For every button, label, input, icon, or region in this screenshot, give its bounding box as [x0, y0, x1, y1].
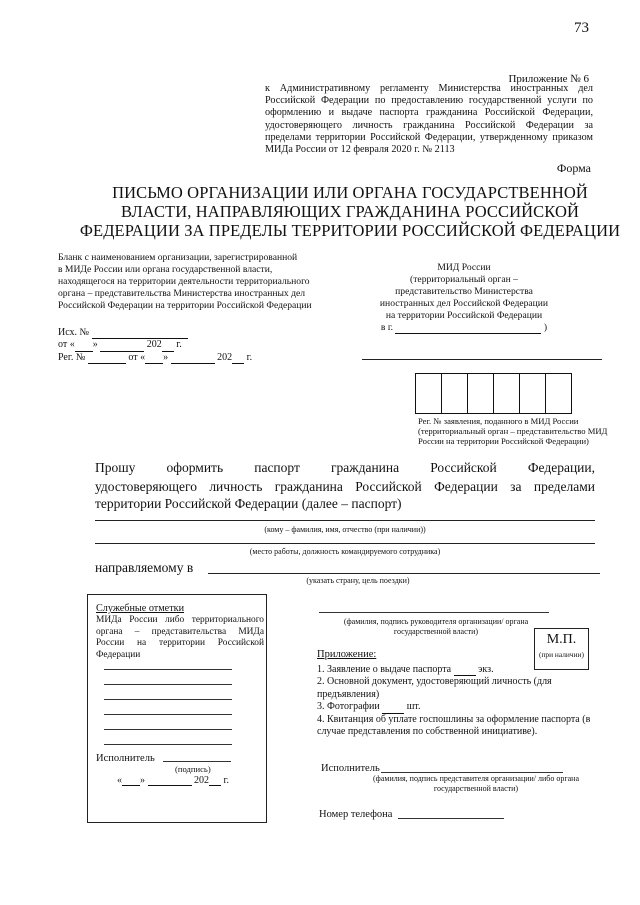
year-field[interactable] [162, 342, 174, 352]
reg-number-field[interactable] [88, 354, 126, 364]
attachment-unit: экз. [478, 664, 494, 675]
title-line: ФЕДЕРАЦИИ ЗА ПРЕДЕЛЫ ТЕРРИТОРИИ РОССИЙСКОЙ ФЕДЕРАЦИИ [79, 221, 621, 240]
date-open: « [117, 775, 122, 786]
divider-line [362, 359, 602, 360]
workplace-caption: (место работы, должность командируемого сотрудника) [249, 547, 441, 556]
stamp-subtitle: (при наличии) [539, 650, 584, 659]
month-field[interactable] [100, 342, 144, 352]
form-label: Форма [556, 161, 591, 175]
recipient-line: представительство Министерства [395, 286, 533, 297]
official-marks-line[interactable] [104, 744, 232, 745]
official-marks-text: МИДа России либо территориального органа – представительства МИДа России на территории Российской Федерации [96, 615, 264, 660]
attachment-item: 2. Основной документ, удостоверяющий личность (для предъявления) [317, 676, 552, 700]
note-line: находящегося на территории деятельности территориального [58, 276, 310, 287]
photos-count-field[interactable] [382, 704, 404, 714]
representative-signature-field[interactable] [381, 772, 563, 773]
attachment-item [317, 701, 607, 713]
recipient-line: (территориальный орган – [410, 274, 518, 285]
reg-label: Рег. № [58, 351, 86, 363]
workplace-field[interactable] [95, 543, 595, 544]
day-field[interactable] [75, 342, 93, 352]
executor-label: Исполнитель [96, 753, 155, 764]
city-field[interactable] [395, 323, 541, 334]
attachments-title: Приложение: [317, 649, 377, 660]
year-prefix: 202 [194, 775, 209, 786]
note-line: Российской Федерации на территории Российской Федерации [58, 300, 312, 311]
reg-digit-box[interactable] [415, 373, 442, 414]
year-suffix: г. [223, 775, 229, 786]
executor-label: Исполнитель [321, 763, 380, 774]
phone-field[interactable] [398, 818, 504, 819]
month-field[interactable] [148, 776, 192, 786]
head-signature-field[interactable] [319, 612, 549, 613]
official-marks-line[interactable] [104, 669, 232, 670]
official-marks-line[interactable] [104, 729, 232, 730]
recipient-city-row [364, 322, 564, 334]
year-suffix: г. [246, 351, 253, 363]
registration-number-boxes[interactable] [416, 373, 572, 414]
komu-field[interactable] [95, 520, 595, 521]
stamp-title: М.П. [546, 632, 577, 647]
reg-digit-box[interactable] [519, 373, 546, 414]
komu-caption: (кому – фамилия, имя, отчество (при наличии)) [264, 525, 426, 534]
official-date-row [117, 775, 229, 786]
day-field[interactable] [145, 354, 163, 364]
request-paragraph [95, 459, 595, 496]
recipient-line: на территории Российской Федерации [385, 310, 543, 321]
signature-caption: (подпись) [175, 764, 211, 774]
reg-digit-box[interactable] [441, 373, 468, 414]
representative-signature-caption: (фамилия, подпись представителя организации/ либо органа государственной власти) [372, 774, 580, 793]
year-field[interactable] [232, 354, 244, 364]
head-signature-caption: (фамилия, подпись руководителя организации/ органа государственной власти) [343, 617, 529, 636]
attachments-list [317, 664, 607, 738]
request-line: удостоверяющего личность гражданина Российской Федерации за пределами [95, 478, 595, 494]
official-marks-line[interactable] [104, 714, 232, 715]
letterhead-note [58, 252, 350, 312]
attachment-text: 1. Заявление о выдаче паспорта [317, 664, 452, 675]
destination-field[interactable] [208, 573, 600, 574]
note-line: Бланк с наименованием организации, зарегистрированной [58, 252, 298, 263]
year-field[interactable] [209, 776, 221, 786]
recipient-line: иностранных дел Российской Федерации [379, 298, 549, 309]
title-line: ВЛАСТИ, НАПРАВЛЯЮЩИХ ГРАЖДАНИНА РОССИЙСКОЙ [120, 202, 579, 221]
appendix-text: к Административному регламенту Министерства иностранных дел Российской Федерации по предоставлению государственной услуги по оформлению и выдаче паспорта гражданина Российской Федерации, удостоверяющего личность гражданина Российской Федерации за пределами территории Российской Федерации, утвержденному приказом МИДа России от 12 февраля 2020 г. № 2113 [265, 83, 593, 156]
outgoing-number-block [58, 327, 252, 364]
date-close: » [163, 351, 169, 363]
isx-number-field[interactable] [92, 329, 188, 339]
destination-caption: (указать страну, цель поездки) [306, 576, 410, 585]
request-line: территории Российской Федерации (далее – паспорт) [95, 496, 402, 511]
note-line: органа – представительства Министерства иностранных дел [58, 288, 306, 299]
attachment-text: 3. Фотографии [317, 701, 380, 713]
isx-label: Исх. № [58, 327, 90, 338]
isx-date-row [58, 339, 252, 351]
copies-field[interactable] [454, 666, 476, 676]
year-suffix: г. [176, 339, 182, 351]
date-open: от « [128, 351, 146, 363]
executor-signature-field[interactable] [163, 761, 231, 762]
attachment-item: 4. Квитанция об уплате госпошлины за оформление паспорта (в случае представления по собственной инициативе). [317, 713, 591, 738]
year-prefix: 202 [217, 351, 233, 363]
reg-digit-box[interactable] [467, 373, 494, 414]
reg-number-caption: Рег. № заявления, поданного в МИД России (территориальный орган – представительство МИД России на территории Российской Федерации) [418, 416, 608, 446]
recipient-block [364, 262, 564, 334]
official-marks-title: Служебные отметки [96, 603, 185, 614]
note-line: в МИДе России или органа государственной власти, [58, 264, 273, 275]
isx-row [58, 327, 252, 339]
phone-label: Номер телефона [319, 809, 393, 820]
month-field[interactable] [171, 354, 215, 364]
date-close: » [92, 339, 98, 351]
city-prefix: в г. [380, 322, 394, 333]
official-marks-line[interactable] [104, 684, 232, 685]
reg-digit-box[interactable] [493, 373, 520, 414]
official-marks-line[interactable] [104, 699, 232, 700]
attachment-unit: шт. [406, 701, 421, 713]
document-title [70, 183, 630, 240]
page-number: 73 [574, 20, 589, 36]
reg-digit-box[interactable] [545, 373, 572, 414]
appendix-label: Приложение № 6 [508, 73, 589, 85]
date-close: » [140, 775, 145, 786]
attachment-item [317, 664, 607, 676]
year-prefix: 202 [146, 339, 162, 351]
title-line: ПИСЬМО ОРГАНИЗАЦИИ ИЛИ ОРГАНА ГОСУДАРСТВЕННОЙ [112, 183, 588, 202]
recipient-line: МИД России [437, 262, 491, 273]
date-open: от « [58, 339, 75, 351]
reg-row [58, 352, 252, 364]
request-line: Прошу оформить паспорт гражданина Российской Федерации, [95, 460, 595, 475]
city-suffix: ) [543, 322, 548, 333]
day-field[interactable] [122, 776, 140, 786]
directed-to-label: направляемому в [95, 560, 194, 575]
